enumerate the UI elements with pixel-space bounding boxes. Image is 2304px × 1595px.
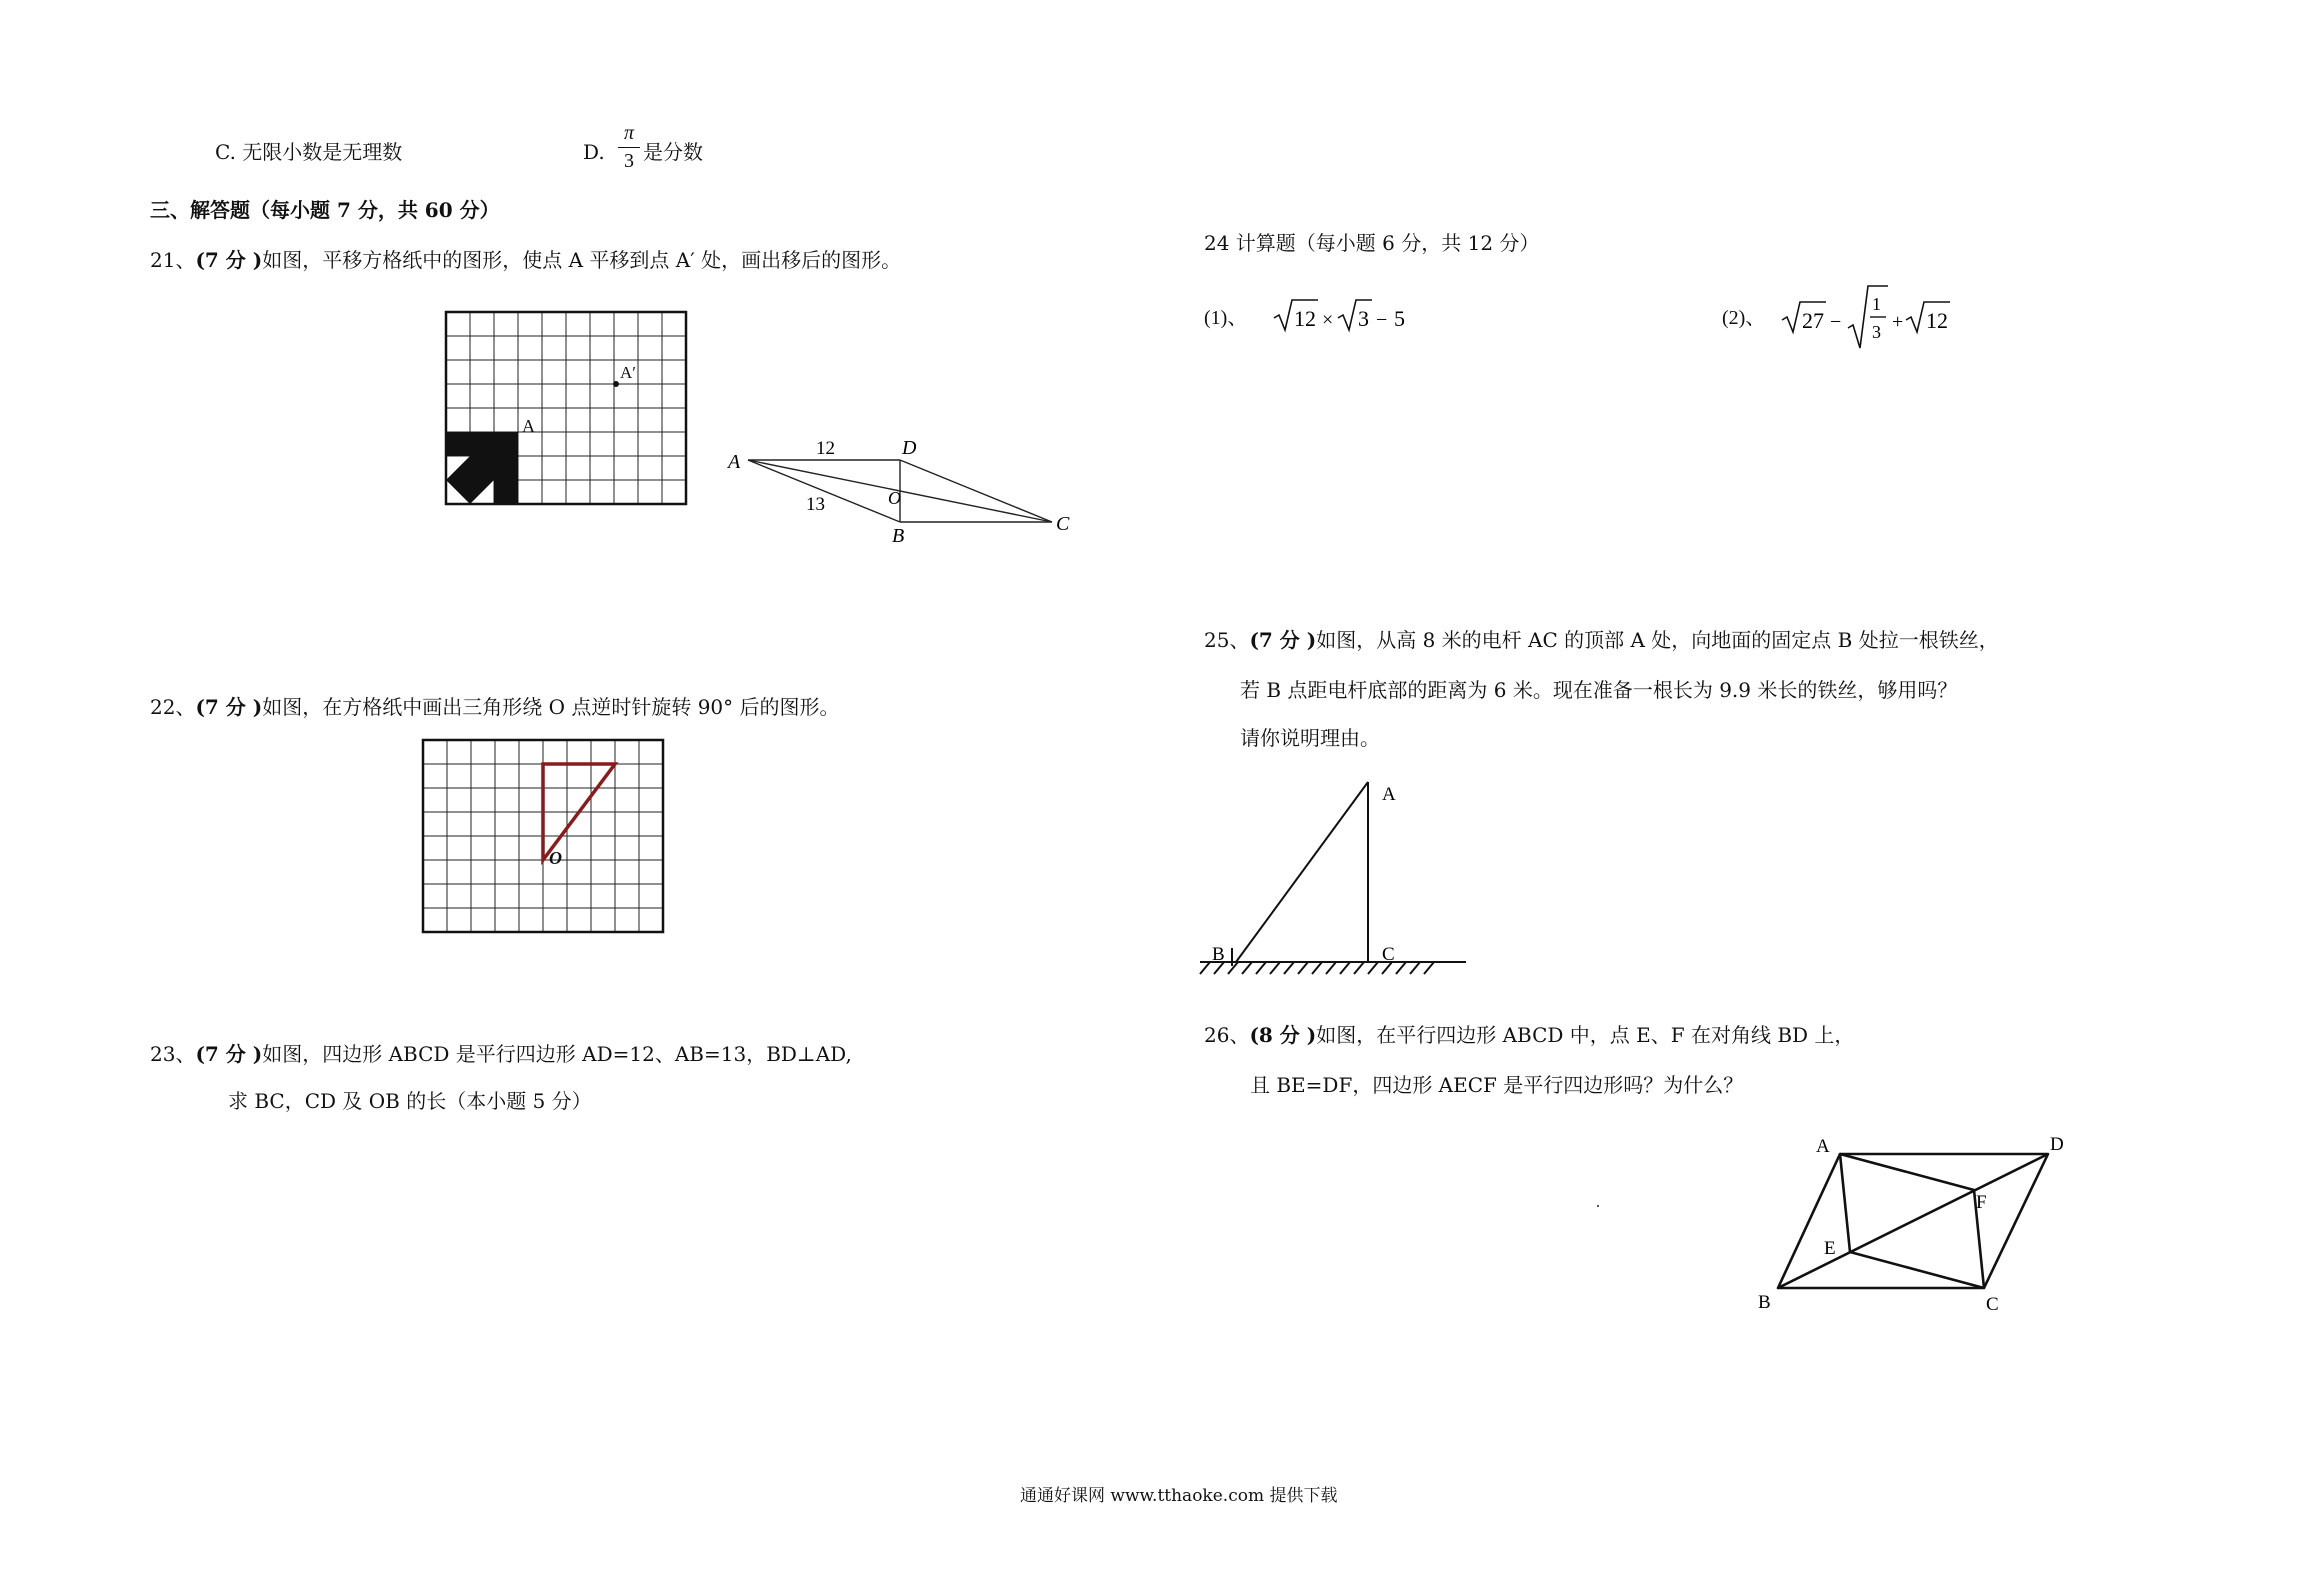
q26-label-d: D bbox=[2050, 1134, 2064, 1155]
q25-line2: 若 B 点距电杆底部的距离为 6 米。现在准备一根长为 9.9 米长的铁丝，够用吗？ bbox=[1240, 678, 1958, 702]
q21-text: 如图，平移方格纸中的图形，使点 A 平移到点 A′ 处，画出移后的图形。 bbox=[262, 248, 902, 272]
q21-point-a-prime bbox=[613, 381, 619, 387]
q24-heading: 24 计算题（每小题 6 分，共 12 分） bbox=[1204, 231, 1540, 255]
q24-part2-expression bbox=[1778, 282, 1958, 354]
q25-score: (7 分 ) bbox=[1249, 628, 1317, 652]
q22-text: 如图，在方格纸中画出三角形绕 O 点逆时针旋转 90° 后的图形。 bbox=[262, 695, 840, 719]
q25-label-a: A bbox=[1382, 784, 1396, 805]
q23-score: (7 分 ) bbox=[195, 1042, 263, 1066]
option-d-prefix: D. bbox=[583, 140, 605, 164]
q23-label-b: B bbox=[892, 525, 905, 547]
q23-label-a: A bbox=[728, 451, 741, 473]
q21-grid-figure bbox=[446, 312, 692, 508]
q22-score: (7 分 ) bbox=[195, 695, 263, 719]
q24-part1-label: (1)、 bbox=[1204, 307, 1248, 329]
plus-sign: + bbox=[1892, 311, 1904, 333]
minus-sign: − bbox=[1376, 309, 1388, 331]
q23-figure bbox=[720, 430, 1080, 550]
times-sign: × bbox=[1322, 309, 1334, 331]
q26-figure bbox=[1752, 1128, 2082, 1318]
q23-line2: 求 BC，CD 及 OB 的长（本小题 5 分） bbox=[228, 1089, 592, 1113]
q25-question bbox=[1204, 630, 1999, 650]
q22-grid-figure bbox=[423, 740, 669, 936]
q22-number: 22、 bbox=[150, 695, 196, 719]
q25-figure bbox=[1196, 776, 1476, 986]
segment-dc bbox=[900, 460, 1052, 522]
q26-line1: 如图，在平行四边形 ABCD 中，点 E、F 在对角线 BD 上， bbox=[1316, 1023, 1855, 1047]
option-d-fraction bbox=[618, 122, 640, 173]
q23-label-o: O bbox=[888, 488, 901, 508]
q22-label-o: O bbox=[549, 848, 562, 868]
fraction-numerator: π bbox=[618, 122, 640, 148]
fraction-denominator: 3 bbox=[624, 150, 634, 172]
radicand-12: 12 bbox=[1926, 308, 1948, 333]
q26-label-f: F bbox=[1976, 1192, 1987, 1213]
q23-label-c: C bbox=[1056, 513, 1070, 535]
q24-part1-expression bbox=[1270, 296, 1440, 336]
q23-line1: 如图，四边形 ABCD 是平行四边形 AD=12、AB=13，BD⊥AD, bbox=[262, 1042, 852, 1066]
fraction-denominator-3: 3 bbox=[1872, 322, 1881, 342]
q26-label-e: E bbox=[1824, 1238, 1836, 1259]
stray-dot bbox=[1597, 1205, 1599, 1207]
radicand-27: 27 bbox=[1802, 308, 1824, 333]
q25-label-b: B bbox=[1212, 944, 1225, 965]
q21-label-a-prime: A′ bbox=[620, 363, 636, 382]
q25-label-c: C bbox=[1382, 944, 1395, 965]
q26-line2: 且 BE=DF，四边形 AECF 是平行四边形吗？为什么？ bbox=[1250, 1073, 1744, 1097]
q26-number: 26、 bbox=[1204, 1023, 1250, 1047]
q23-number: 23、 bbox=[150, 1042, 196, 1066]
q23-question bbox=[150, 1044, 852, 1064]
q26-label-a: A bbox=[1816, 1136, 1830, 1157]
q26-label-b: B bbox=[1758, 1292, 1771, 1313]
radicand-3: 3 bbox=[1358, 306, 1369, 331]
q26-score: (8 分 ) bbox=[1249, 1023, 1317, 1047]
ground-hatching bbox=[1200, 962, 1434, 974]
fraction-numerator-1: 1 bbox=[1872, 294, 1881, 314]
q23-length-13: 13 bbox=[806, 494, 825, 515]
section-heading: 三、解答题（每小题 7 分，共 60 分） bbox=[150, 198, 500, 222]
q21-number: 21、 bbox=[150, 248, 196, 272]
wire-ab bbox=[1236, 782, 1368, 962]
q21-score: (7 分 ) bbox=[195, 248, 263, 272]
q21-question bbox=[150, 250, 901, 270]
q25-number: 25、 bbox=[1204, 628, 1250, 652]
q24-part2-label: (2)、 bbox=[1722, 307, 1766, 329]
q21-label-a: A bbox=[522, 416, 535, 436]
q23-length-12: 12 bbox=[816, 438, 835, 459]
q21-arrow-shape bbox=[446, 432, 518, 504]
q26-label-c: C bbox=[1986, 1294, 1999, 1315]
footer-text: 通通好课网 www.tthaoke.com 提供下载 bbox=[1020, 1486, 1338, 1506]
q26-question bbox=[1204, 1025, 1854, 1045]
option-d-text: 是分数 bbox=[643, 140, 703, 164]
q23-label-d: D bbox=[902, 437, 917, 459]
option-c: C. 无限小数是无理数 bbox=[215, 140, 403, 164]
q25-line1: 如图，从高 8 米的电杆 AC 的顶部 A 处，向地面的固定点 B 处拉一根铁丝， bbox=[1316, 628, 1999, 652]
q22-question bbox=[150, 697, 840, 717]
q25-line3: 请你说明理由。 bbox=[1240, 726, 1380, 750]
radicand-12: 12 bbox=[1294, 306, 1316, 331]
number-5: 5 bbox=[1394, 306, 1405, 331]
minus-sign: − bbox=[1830, 311, 1842, 333]
